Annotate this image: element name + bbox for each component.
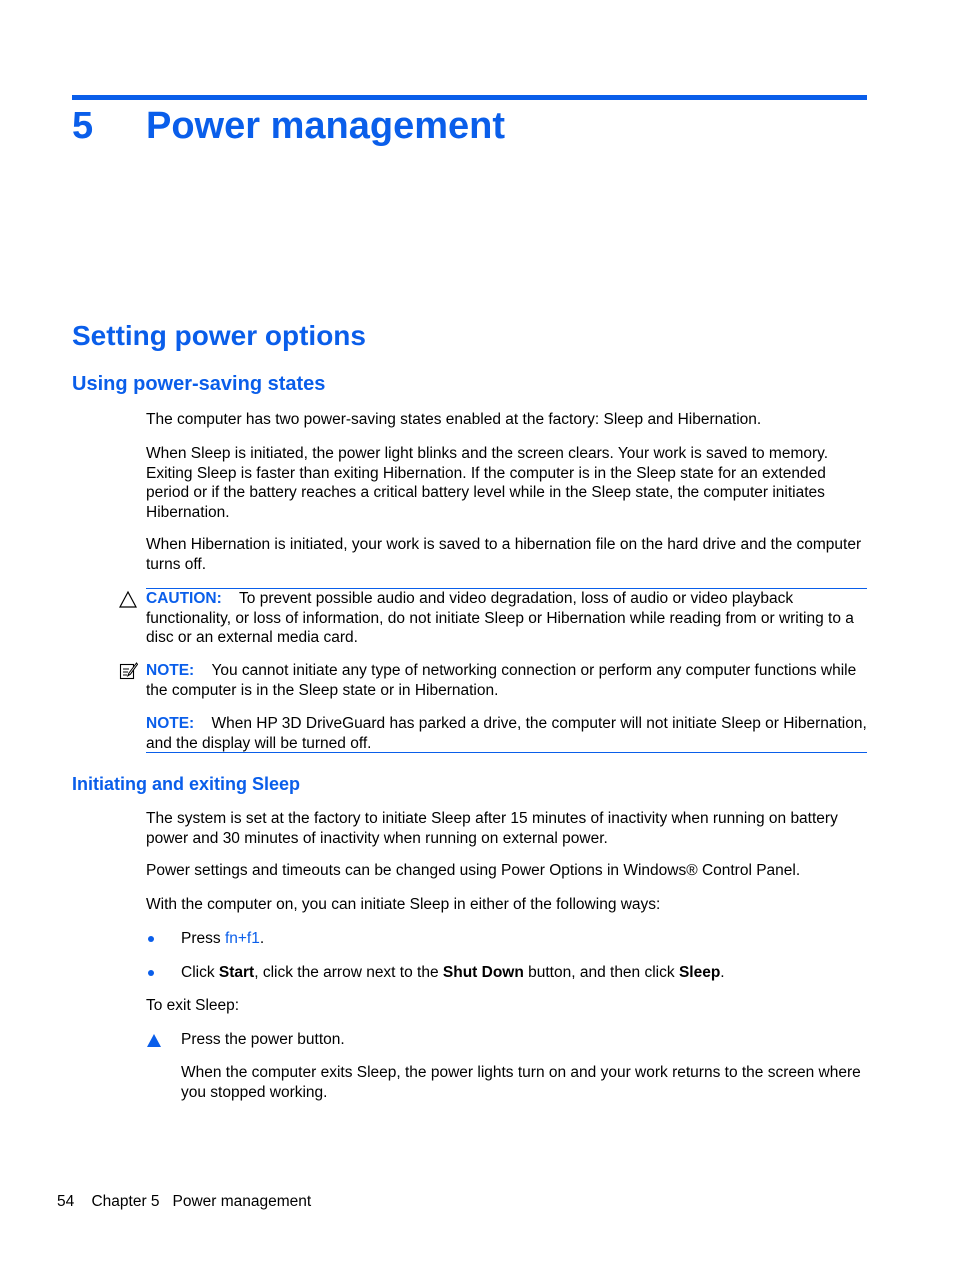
paragraph-text: When Hibernation is initiated, your work is saved to a hibernation file on the hard drive and the computer turns off. xyxy=(146,536,862,573)
step-result-text: When the computer exits Sleep, the power lights turn on and your work returns to the screen where you stopped working. xyxy=(181,1064,861,1101)
bullet-dot-icon xyxy=(146,963,160,983)
page-footer xyxy=(57,1192,311,1212)
paragraph-text: To exit Sleep: xyxy=(146,997,240,1014)
subsection-heading-sleep: Initiating and exiting Sleep xyxy=(72,774,301,794)
key-combo: fn+f1 xyxy=(224,930,260,947)
paragraph xyxy=(146,861,868,881)
footer-chapter-label: Chapter 5 xyxy=(91,1193,160,1210)
step-triangle-icon xyxy=(146,1033,162,1049)
list-item-text: button, and then click xyxy=(523,964,679,981)
note-text: You cannot initiate any type of networking connection or perform any computer functions while the computer is in the Sleep state or in Hibernation. xyxy=(146,662,857,699)
notice-bottom-rule xyxy=(146,752,867,753)
paragraph-text: Power settings and timeouts can be changed using Power Options in Windows® Control Panel. xyxy=(146,862,801,879)
paragraph-text: The computer has two power-saving states enabled at the factory: Sleep and Hibernation. xyxy=(146,411,762,428)
list-item-text: Click xyxy=(181,964,219,981)
step-text: Press the power button. xyxy=(181,1031,345,1048)
caution-notice xyxy=(146,589,868,648)
list-item-text: . xyxy=(259,930,265,947)
ui-term-sleep: Sleep xyxy=(678,964,721,981)
paragraph xyxy=(146,444,868,522)
chapter-title: Power management xyxy=(146,105,505,147)
paragraph-text: The system is set at the factory to initiate Sleep after 15 minutes of inactivity when running on battery power and 30 minutes of inactivity when running on external power. xyxy=(146,810,838,847)
paragraph-text: When Sleep is initiated, the power light blinks and the screen clears. Your work is saved to memory. Exiting Sleep is faster than exiting Hibernation. If the computer is in the Sleep state for an extended period or if the battery reaches a critical battery level while in the Sleep state, the computer initiates Hibernation. xyxy=(146,445,829,521)
ui-term-start: Start xyxy=(218,964,255,981)
step-result xyxy=(181,1063,868,1102)
paragraph-text: With the computer on, you can initiate Sleep in either of the following ways: xyxy=(146,896,661,913)
paragraph xyxy=(146,410,868,430)
paragraph xyxy=(146,895,868,915)
note-label: NOTE: xyxy=(146,662,195,679)
section-title: Setting power options xyxy=(72,320,366,351)
paragraph xyxy=(146,996,868,1016)
caution-triangle-icon xyxy=(118,590,138,610)
paragraph xyxy=(146,535,868,574)
note-text: When HP 3D DriveGuard has parked a drive, the computer will not initiate Sleep or Hibernation, and the display will be turned off. xyxy=(146,715,867,752)
list-item-text: Press xyxy=(181,930,225,947)
subsection-heading-power-saving: Using power-saving states xyxy=(72,373,326,395)
caution-label: CAUTION: xyxy=(146,590,222,607)
list-item-text: . xyxy=(720,964,725,981)
step-item xyxy=(181,1030,868,1050)
list-item-text: , click the arrow next to the xyxy=(254,964,443,981)
note-pencil-icon xyxy=(118,661,138,681)
note-label: NOTE: xyxy=(146,715,195,732)
bullet-dot-icon xyxy=(146,929,160,949)
footer-chapter-title: Power management xyxy=(172,1193,312,1210)
note-notice xyxy=(146,714,868,753)
list-item xyxy=(181,963,868,983)
paragraph xyxy=(146,809,868,848)
ui-term-shut-down: Shut Down xyxy=(442,964,524,981)
page-number: 54 xyxy=(57,1193,75,1210)
note-notice xyxy=(146,661,868,700)
list-item xyxy=(181,929,868,949)
caution-text: To prevent possible audio and video degradation, loss of audio or video playback functionality, or loss of information, do not initiate Sleep or Hibernation while reading from or writing to a disc or an external media card. xyxy=(146,590,854,646)
chapter-number: 5 xyxy=(72,105,94,147)
